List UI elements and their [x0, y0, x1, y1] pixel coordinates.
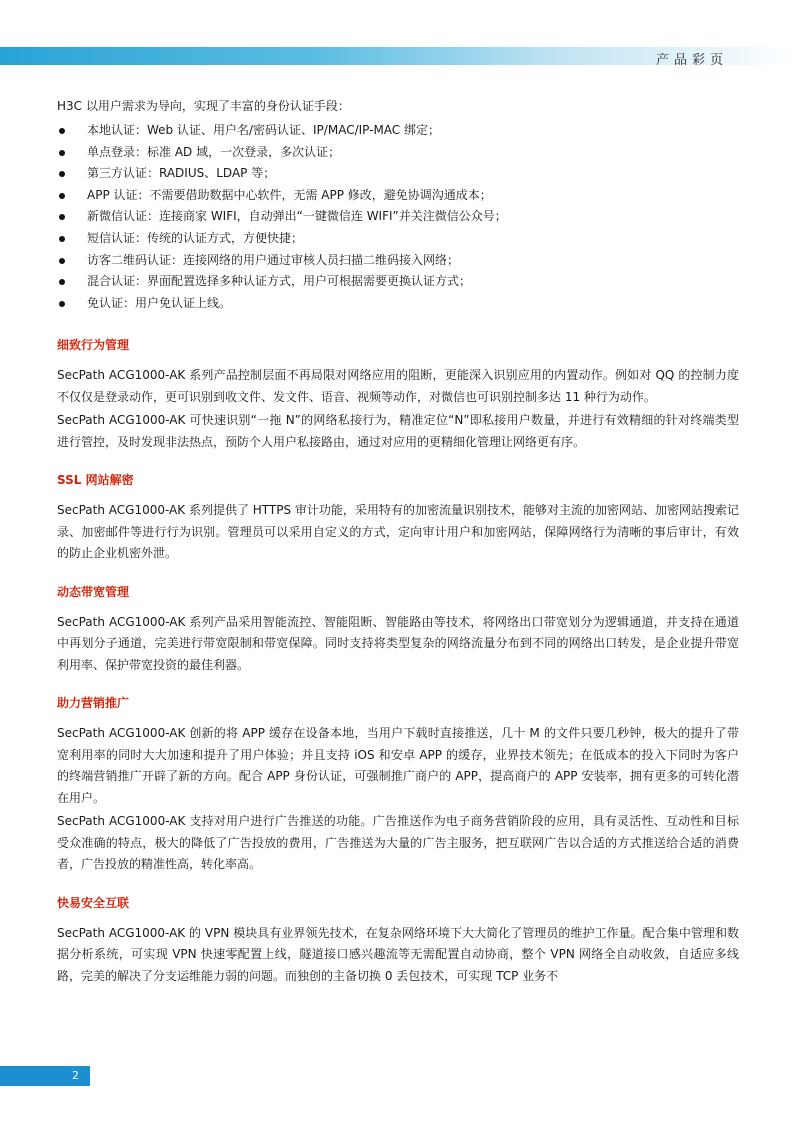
list-item: 第三方认证：RADIUS、LDAP 等； [57, 163, 739, 185]
intro-text: H3C 以用户需求为导向，实现了丰富的身份认证手段： [57, 99, 350, 113]
section-paragraph: SecPath ACG1000-AK 创新的将 APP 缓存在设备本地，当用户下载时直接推送，几十 M 的文件只要几秒钟，极大的提升了带宽利用率的同时大大加速和提升了用户体验；并且支持 iOS 和安卓 APP 的缓存，业界技术领先；在低成本的投入下同时为客户的终端营销推广开辟了新的方向。配合 APP 身份认证，可强制推广商户的 APP，提高商户的 APP 安装率，拥有更多的可转化潜在用户。 [57, 726, 739, 805]
list-item: 免认证：用户免认证上线。 [57, 293, 739, 315]
list-item: 新微信认证：连接商家 WIFI，自动弹出“一键微信连 WIFI”并关注微信公众号； [57, 206, 739, 228]
page-number: 2 [72, 1069, 79, 1082]
section-paragraph: SecPath ACG1000-AK 支持对用户进行广告推送的功能。广告推送作为电子商务营销阶段的应用，具有灵活性、互动性和目标受众准确的特点，极大的降低了广告投放的费用，广告推送为大量的广告主服务，把互联网广告以合适的方式推送给合适的消费者，广告投放的精准性高，转化率高。 [57, 814, 739, 872]
section-heading: 动态带宽管理 [57, 584, 130, 599]
section-heading: SSL 网站解密 [57, 473, 134, 488]
page-content [57, 96, 739, 987]
section-paragraph: SecPath ACG1000-AK 系列产品采用智能流控、智能阻断、智能路由等技术，将网络出口带宽划分为逻辑通道，并支持在通道中再划分子通道，完美进行带宽限制和带宽保障。同时支持将类型复杂的网络流量分布到不同的网络出口转发，是企业提升带宽利用率、保护带宽投资的最佳利器。 [57, 614, 739, 672]
list-item: 访客二维码认证：连接网络的用户通过审核人员扫描二维码接入网络； [57, 250, 739, 272]
auth-list [57, 120, 739, 314]
section-paragraph: SecPath ACG1000-AK 系列提供了 HTTPS 审计功能，采用特有的加密流量识别技术，能够对主流的加密网站、加密网站搜索记录、加密邮件等进行行为识别。管理员可以采用自定义的方式，定向审计用户和加密网站，保障网络行为清晰的事后审计，有效的防止企业机密外泄。 [57, 503, 739, 561]
list-item: 短信认证：传统的认证方式，方便快捷； [57, 228, 739, 250]
section-heading: 助力营销推广 [57, 696, 130, 711]
list-item: 混合认证：界面配置选择多种认证方式，用户可根据需要更换认证方式； [57, 271, 739, 293]
section-paragraph: SecPath ACG1000-AK 系列产品控制层面不再局限对网络应用的阻断，更能深入识别应用的内置动作。例如对 QQ 的控制力度不仅仅是登录动作，更可识别到收文件、发文件、语音、视频等动作，对微信也可识别控制多达 11 种行为动作。 [57, 368, 739, 404]
list-item: 单点登录：标准 AD 域，一次登录，多次认证； [57, 142, 739, 164]
section-heading: 细致行为管理 [57, 338, 130, 353]
section-paragraph: SecPath ACG1000-AK 可快速识别“一拖 N”的网络私接行为，精准定位“N”即私接用户数量，并进行有效精细的针对终端类型进行管控，及时发现非法热点，预防个人用户私接路由，通过对应用的更精细化管理让网络更有序。 [57, 413, 739, 449]
list-item: APP 认证：不需要借助数据中心软件，无需 APP 修改，避免协调沟通成本； [57, 185, 739, 207]
header-title: 产品彩页 [655, 53, 728, 68]
list-item: 本地认证：Web 认证、用户名/密码认证、IP/MAC/IP-MAC 绑定； [57, 120, 739, 142]
section-paragraph: SecPath ACG1000-AK 的 VPN 模块具有业界领先技术，在复杂网络环境下大大简化了管理员的维护工作量。配合集中管理和数据分析系统，可实现 VPN 快速零配置上线，隧道接口感兴趣流等无需配置自动协商，整个 VPN 网络全自动收敛，自适应多线路，完美的解决了分支运维能力弱的问题。而独创的主备切换 0 丢包技术，可实现 TCP 业务不 [57, 925, 739, 983]
section-heading: 快易安全互联 [57, 895, 130, 910]
